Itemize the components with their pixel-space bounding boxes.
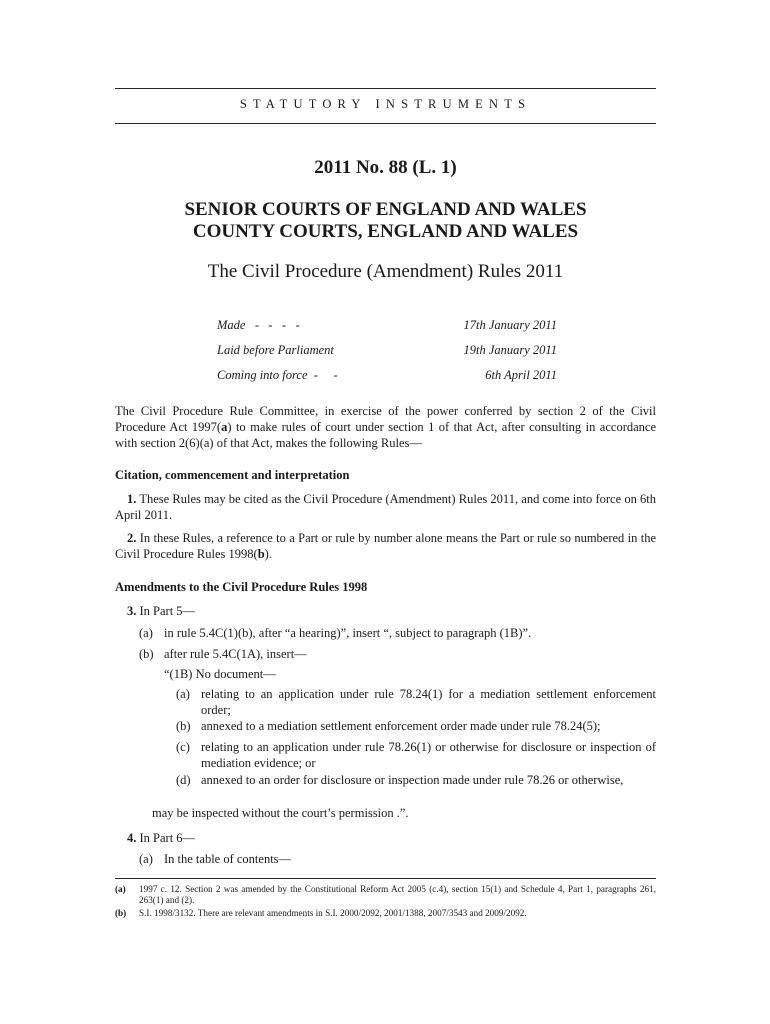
instrument-title: The Civil Procedure (Amendment) Rules 2011 xyxy=(207,261,564,282)
quote-b-label: (b) xyxy=(176,719,191,733)
series-heading: STATUTORY INSTRUMENTS xyxy=(239,97,532,111)
quote-a-label: (a) xyxy=(176,687,190,701)
rule-3a-label: (a) xyxy=(139,626,153,640)
quote-d-label: (d) xyxy=(176,773,191,787)
force-value: 6th April 2011 xyxy=(485,368,557,382)
rule-3a-text: in rule 5.4C(1)(b), after “a hearing)”, insert “, subject to paragraph (1B)”. xyxy=(164,626,532,640)
rule-4a-label: (a) xyxy=(139,852,153,866)
instrument-number: 2011 No. 88 (L. 1) xyxy=(314,157,457,178)
laid-label: Laid before Parliament xyxy=(217,343,334,357)
rule-1-text: These Rules may be cited as the Civil Procedure (Amendment) Rules 2011, and come into force on 6th April 2011. xyxy=(115,492,656,522)
rule-4 xyxy=(127,830,195,846)
quote-d-text: annexed to an order for disclosure or inspection made under rule 78.26 or otherwise, xyxy=(201,773,624,787)
footnote-b-text: S.I. 1998/3132. There are relevant amendments in S.I. 2000/2092, 2001/1388, 2007/3543 and 2009/2092. xyxy=(139,908,527,918)
footnote-ref-b[interactable]: b xyxy=(257,547,265,561)
subject-heading-1: SENIOR COURTS OF ENGLAND AND WALES xyxy=(184,199,587,220)
rule-3b-label: (b) xyxy=(139,647,154,661)
rule-2 xyxy=(115,530,656,562)
rule-4-text: In Part 6— xyxy=(136,831,196,845)
rule-3-text: In Part 5— xyxy=(136,604,196,618)
made-value: 17th January 2011 xyxy=(463,318,557,332)
section-heading-citation: Citation, commencement and interpretation xyxy=(115,468,350,482)
section-heading-amendments: Amendments to the Civil Procedure Rules 1998 xyxy=(115,580,368,594)
preamble-text-2: ) to make rules of court under section 1 of that Act, after consulting in accordance with section 2(6)(a) of that Act, makes the following Rules— xyxy=(115,420,656,450)
rule-1 xyxy=(115,491,656,523)
force-label: Coming into force - - xyxy=(217,368,338,382)
preamble-text-1: The Civil Procedure Rule Committee, in exercise of the power conferred by section 2 of the Civil Procedure Act 1997( xyxy=(115,404,656,434)
footnote-b-marker: (b) xyxy=(115,908,127,918)
rule-2-text-b: ). xyxy=(264,547,272,561)
quote-close: may be inspected without the court’s permission .”. xyxy=(152,806,409,820)
top-rule xyxy=(115,88,656,89)
laid-value: 19th January 2011 xyxy=(463,343,557,357)
footnote-a xyxy=(115,884,656,908)
quote-c-label: (c) xyxy=(176,740,190,754)
footnote-a-text: 1997 c. 12. Section 2 was amended by the Constitutional Reform Act 2005 (c.4), section 15(1) and Schedule 4, Part 1, paragraphs 261, 263(1) and (2). xyxy=(139,884,656,905)
footnote-rule xyxy=(115,878,656,879)
rule-1-number: 1. xyxy=(127,492,137,506)
rule-3b-text: after rule 5.4C(1A), insert— xyxy=(164,647,307,661)
rule-2-number: 2. xyxy=(127,531,137,545)
rule-2-text-a: In these Rules, a reference to a Part or rule by number alone means the Part or rule so numbered in the Civil Procedure Rules 1998( xyxy=(115,531,656,561)
rule-3-number: 3. xyxy=(127,604,137,618)
made-label: Made - - - - xyxy=(217,318,300,332)
quote-b-text: annexed to a mediation settlement enforcement order made under rule 78.24(5); xyxy=(201,719,601,733)
footnote-b xyxy=(115,908,656,920)
quote-intro: “(1B) No document— xyxy=(164,667,276,681)
series-rule xyxy=(115,123,656,124)
subject-heading-2: COUNTY COURTS, ENGLAND AND WALES xyxy=(192,221,579,242)
footnote-a-marker: (a) xyxy=(115,884,126,894)
quote-a-text: relating to an application under rule 78.24(1) for a mediation settlement enforcement order; xyxy=(201,687,656,717)
rule-4a-text: In the table of contents— xyxy=(164,852,292,866)
footnote-ref-a[interactable]: a xyxy=(221,420,228,434)
quote-c-text: relating to an application under rule 78.26(1) or otherwise for disclosure or inspection of mediation evidence; or xyxy=(201,740,656,770)
preamble xyxy=(115,403,656,451)
rule-4-number: 4. xyxy=(127,831,137,845)
rule-3 xyxy=(127,603,195,619)
